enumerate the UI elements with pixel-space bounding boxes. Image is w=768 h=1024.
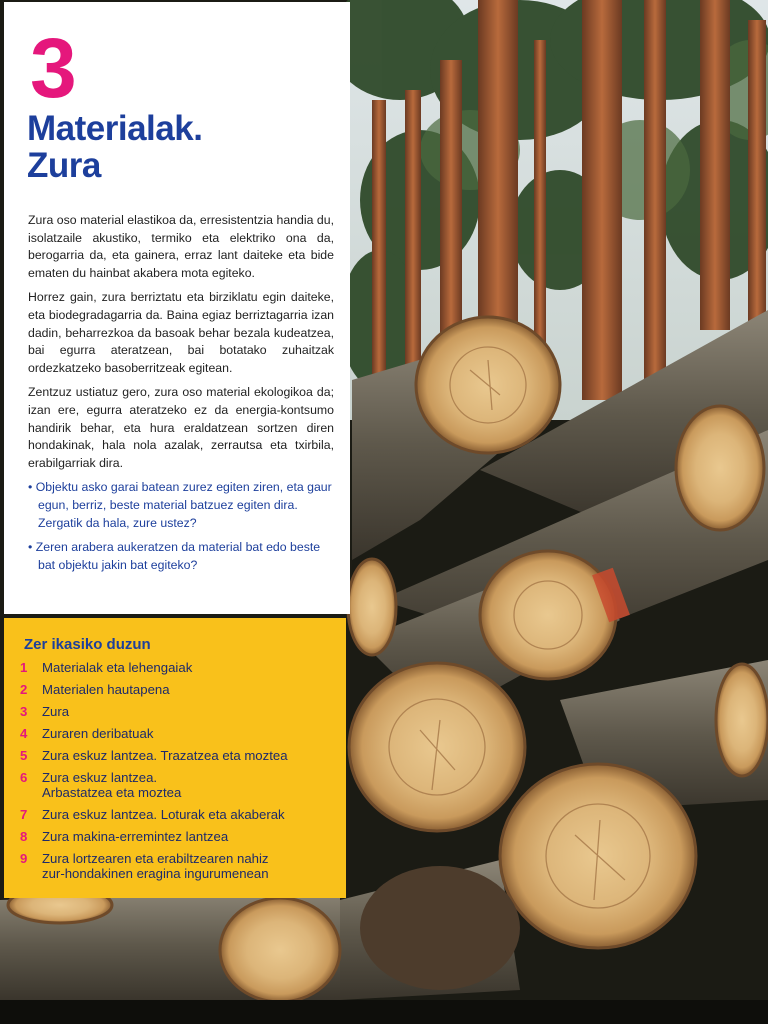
- item-text: Zura lortzearen eta erabiltzearen nahiz zur-hondakinen eragina ingurumenean: [42, 851, 269, 881]
- item-text: Zura: [42, 704, 70, 719]
- item-number: 6: [20, 770, 28, 785]
- item-text: Zura eskuz lantzea. Loturak eta akaberak: [42, 807, 285, 822]
- body-paragraph: Zentzuz ustiatuz gero, zura oso material ekologikoa da; izan ere, egurra ateratzeko ez da energia-kontsumo handirik behar, eta hura eraldatzean sortzen diren hondakinak, hala nola azalak, zerrautsa eta txirbila, erabilgarriak dira.: [28, 385, 334, 470]
- learning-objectives-box: [4, 618, 346, 898]
- item-text: Zura eskuz lantzea. Arbastatzea eta moztea: [42, 770, 182, 800]
- question-text: Zeren arabera aukeratzen da material bat edo beste bat objektu jakin bat egiteko?: [35, 540, 321, 572]
- list-item: [20, 660, 340, 675]
- item-number: 3: [20, 704, 28, 719]
- list-item: [20, 829, 340, 844]
- item-text: Zura makina-erremintez lantzea: [42, 829, 229, 844]
- item-number: 8: [20, 829, 28, 844]
- bullet-icon: •: [28, 480, 36, 495]
- list-item: [20, 770, 340, 800]
- list-item: [20, 682, 340, 697]
- bullet-icon: •: [28, 540, 36, 555]
- question-item: [28, 479, 334, 532]
- body-paragraph: Zura oso material elastikoa da, erresistentzia handia du, isolatzaile akustiko, termiko eta elektriko ona da, berogarria da, eta gainera, erraz lant daiteke eta bide ematen du hainbat akabera mota egiteko.: [28, 213, 334, 280]
- list-item: [20, 807, 340, 822]
- question-item: [28, 539, 334, 574]
- chapter-number: 3: [30, 21, 75, 115]
- list-item: [20, 748, 340, 763]
- item-text: Materialen hautapena: [42, 682, 170, 697]
- item-text: Zura eskuz lantzea. Trazatzea eta moztea: [42, 748, 288, 763]
- chapter-title-line-1: Materialak.: [27, 109, 203, 148]
- list-item: [20, 704, 340, 719]
- chapter-title: [27, 110, 202, 184]
- chapter-title-line-2: Zura: [27, 146, 101, 185]
- item-number: 1: [20, 660, 28, 675]
- learning-objectives-list: [20, 660, 340, 888]
- question-text: Objektu asko garai batean zurez egiten ziren, eta gaur egun, berriz, beste material batzuez egiten dira. Zergatik da hala, zure ustez?: [35, 480, 332, 530]
- item-number: 7: [20, 807, 28, 822]
- text-panel: [4, 2, 350, 614]
- body-text: [28, 212, 334, 581]
- body-paragraph: Horrez gain, zura berriztatu eta birziklatu egin daiteke, eta biodegradagarria da. Baina egiaz berriztagarria izan dadin, beharrezkoa da basoak behar bezala kudeatzea, bai egurra ateratzean, bai botatako zuhaitzak ordezkatzeko basoberritzeak egitean.: [28, 290, 334, 375]
- list-item: [20, 726, 340, 741]
- item-number: 4: [20, 726, 28, 741]
- item-number: 9: [20, 851, 28, 866]
- learning-objectives-title: Zer ikasiko duzun: [24, 636, 151, 653]
- item-number: 5: [20, 748, 28, 763]
- list-item: [20, 851, 340, 881]
- item-text: Materialak eta lehengaiak: [42, 660, 193, 675]
- item-number: 2: [20, 682, 28, 697]
- item-text: Zuraren deribatuak: [42, 726, 154, 741]
